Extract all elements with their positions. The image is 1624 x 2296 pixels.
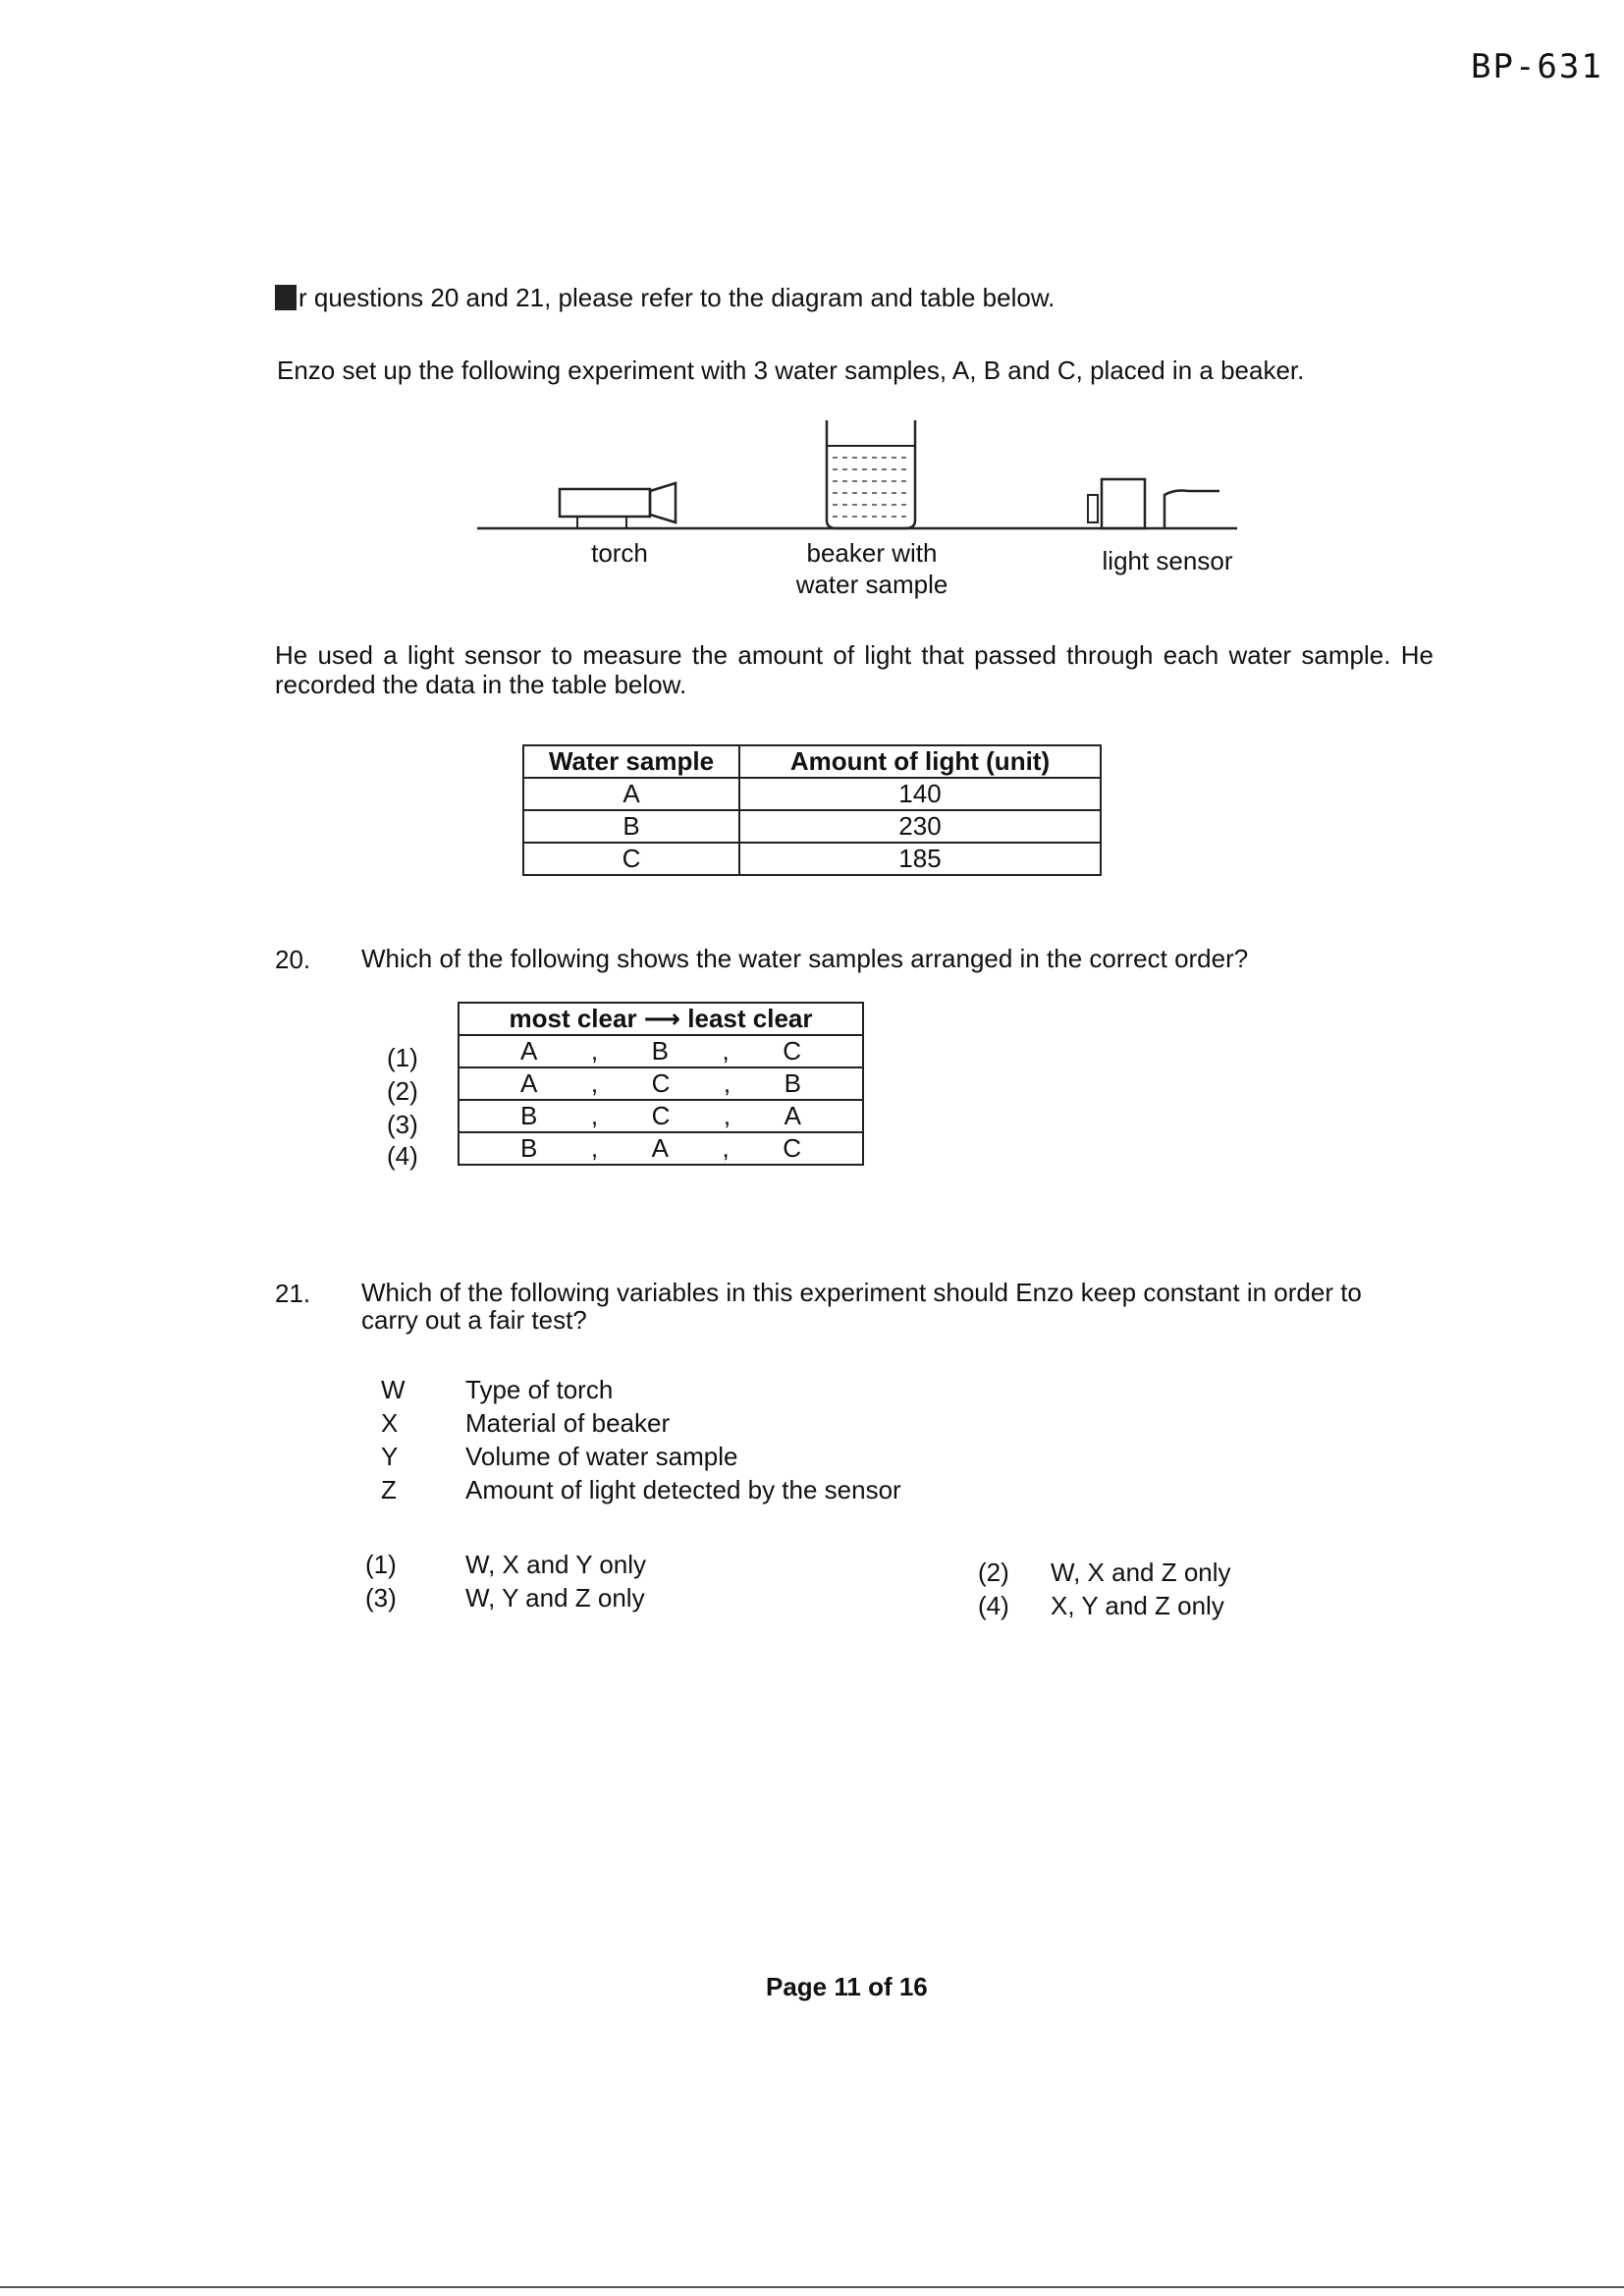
q21-text: Which of the following variables in this experiment should Enzo keep constant in order to carry out a fair test?: [361, 1278, 1362, 1335]
order-cell: [459, 1067, 863, 1100]
q20-option-2[interactable]: (2): [387, 1076, 418, 1106]
order-item: C: [651, 1068, 671, 1098]
beaker-label-2: water sample: [795, 570, 948, 599]
sample-cell: B: [523, 810, 739, 843]
page-number: Page 11 of 16: [766, 1972, 928, 2001]
table-row: [523, 843, 1101, 875]
q20-option-4[interactable]: (4): [387, 1141, 418, 1171]
variable-text: Type of torch: [465, 1375, 614, 1404]
order-item: B: [520, 1133, 538, 1163]
order-item: C: [783, 1133, 801, 1163]
table-row: [523, 778, 1101, 810]
amount-cell: 230: [739, 810, 1101, 843]
order-separator: ,: [590, 1036, 599, 1066]
q21-option-2-num[interactable]: (2): [978, 1558, 1009, 1587]
variable-letter: Z: [381, 1475, 397, 1504]
amount-cell: 185: [739, 843, 1101, 875]
order-cell: [459, 1100, 863, 1132]
sensor-label: light sensor: [1102, 546, 1233, 575]
sample-cell: A: [523, 778, 739, 810]
q20-text: Which of the following shows the water samples arranged in the correct order?: [361, 944, 1249, 973]
q21-option-3-num[interactable]: (3): [365, 1583, 397, 1613]
q20-number: 20.: [275, 945, 311, 974]
q21-number: 21.: [275, 1279, 311, 1308]
variable-text: Material of beaker: [465, 1408, 671, 1438]
order-item: A: [520, 1068, 538, 1098]
order-item: A: [520, 1036, 538, 1066]
method-paragraph: He used a light sensor to measure the amount of light that passed through each water sample. He recorded the data in the table below.: [275, 640, 1434, 699]
order-cell: [459, 1132, 863, 1165]
variable-text: Amount of light detected by the sensor: [465, 1475, 901, 1504]
table-row: [459, 1100, 863, 1132]
order-separator: ,: [723, 1068, 731, 1098]
q21-option-4-text[interactable]: X, Y and Z only: [1051, 1591, 1224, 1620]
beaker-label-1: beaker with: [806, 538, 938, 568]
order-item: B: [651, 1036, 669, 1066]
variable-letter: W: [381, 1375, 406, 1404]
order-item: C: [783, 1036, 801, 1066]
intro-text: r questions 20 and 21, please refer to the diagram and table below.: [298, 283, 1056, 312]
order-separator: ,: [722, 1036, 730, 1066]
torch-icon: [560, 483, 676, 528]
header-amount-of-light: Amount of light (unit): [739, 745, 1101, 778]
experiment-diagram: [471, 412, 1257, 609]
beaker-icon: [827, 420, 915, 528]
order-separator: ,: [722, 1133, 730, 1163]
order-cell: [459, 1035, 863, 1067]
order-separator: ,: [590, 1068, 599, 1098]
table-row: [459, 1035, 863, 1067]
setup-text: Enzo set up the following experiment with 3 water samples, A, B and C, placed in a beaker.: [277, 355, 1305, 385]
order-separator: ,: [590, 1133, 599, 1163]
order-item: B: [520, 1101, 538, 1130]
light-sensor-icon: [1088, 479, 1219, 528]
table-row: [459, 1067, 863, 1100]
bottom-rule: [0, 2286, 1624, 2288]
torch-label: torch: [591, 538, 648, 568]
q21-option-1-num[interactable]: (1): [365, 1550, 397, 1579]
amount-cell: 140: [739, 778, 1101, 810]
sample-cell: C: [523, 843, 739, 875]
order-item: A: [784, 1101, 801, 1130]
header-water-sample: Water sample: [523, 745, 739, 778]
order-header: most clear ⟶ least clear: [459, 1003, 863, 1035]
q20-option-3[interactable]: (3): [387, 1110, 418, 1139]
table-row: [523, 810, 1101, 843]
table-row: [459, 1132, 863, 1165]
order-item: B: [784, 1068, 801, 1098]
q21-option-4-num[interactable]: (4): [978, 1591, 1009, 1620]
ink-blot: Fo: [275, 285, 297, 310]
variable-letter: X: [381, 1408, 399, 1438]
light-table: [522, 744, 1102, 876]
variable-text: Volume of water sample: [465, 1442, 738, 1471]
q21-option-1-text[interactable]: W, X and Y only: [465, 1550, 647, 1579]
q20-option-1[interactable]: (1): [387, 1043, 418, 1072]
order-header-row: [459, 1003, 863, 1035]
diagram-svg: [471, 412, 1257, 550]
q21-option-3-text[interactable]: W, Y and Z only: [465, 1583, 645, 1613]
order-item: C: [651, 1101, 671, 1130]
light-table-header: [523, 745, 1101, 778]
order-item: A: [651, 1133, 669, 1163]
q21-option-2-text[interactable]: W, X and Z only: [1051, 1558, 1231, 1587]
intro-line: [275, 283, 1055, 313]
paper-code: BP-631: [1471, 47, 1603, 86]
order-separator: ,: [590, 1101, 599, 1130]
variable-letter: Y: [381, 1442, 399, 1471]
q20-order-table: [458, 1002, 864, 1166]
order-separator: ,: [723, 1101, 731, 1130]
